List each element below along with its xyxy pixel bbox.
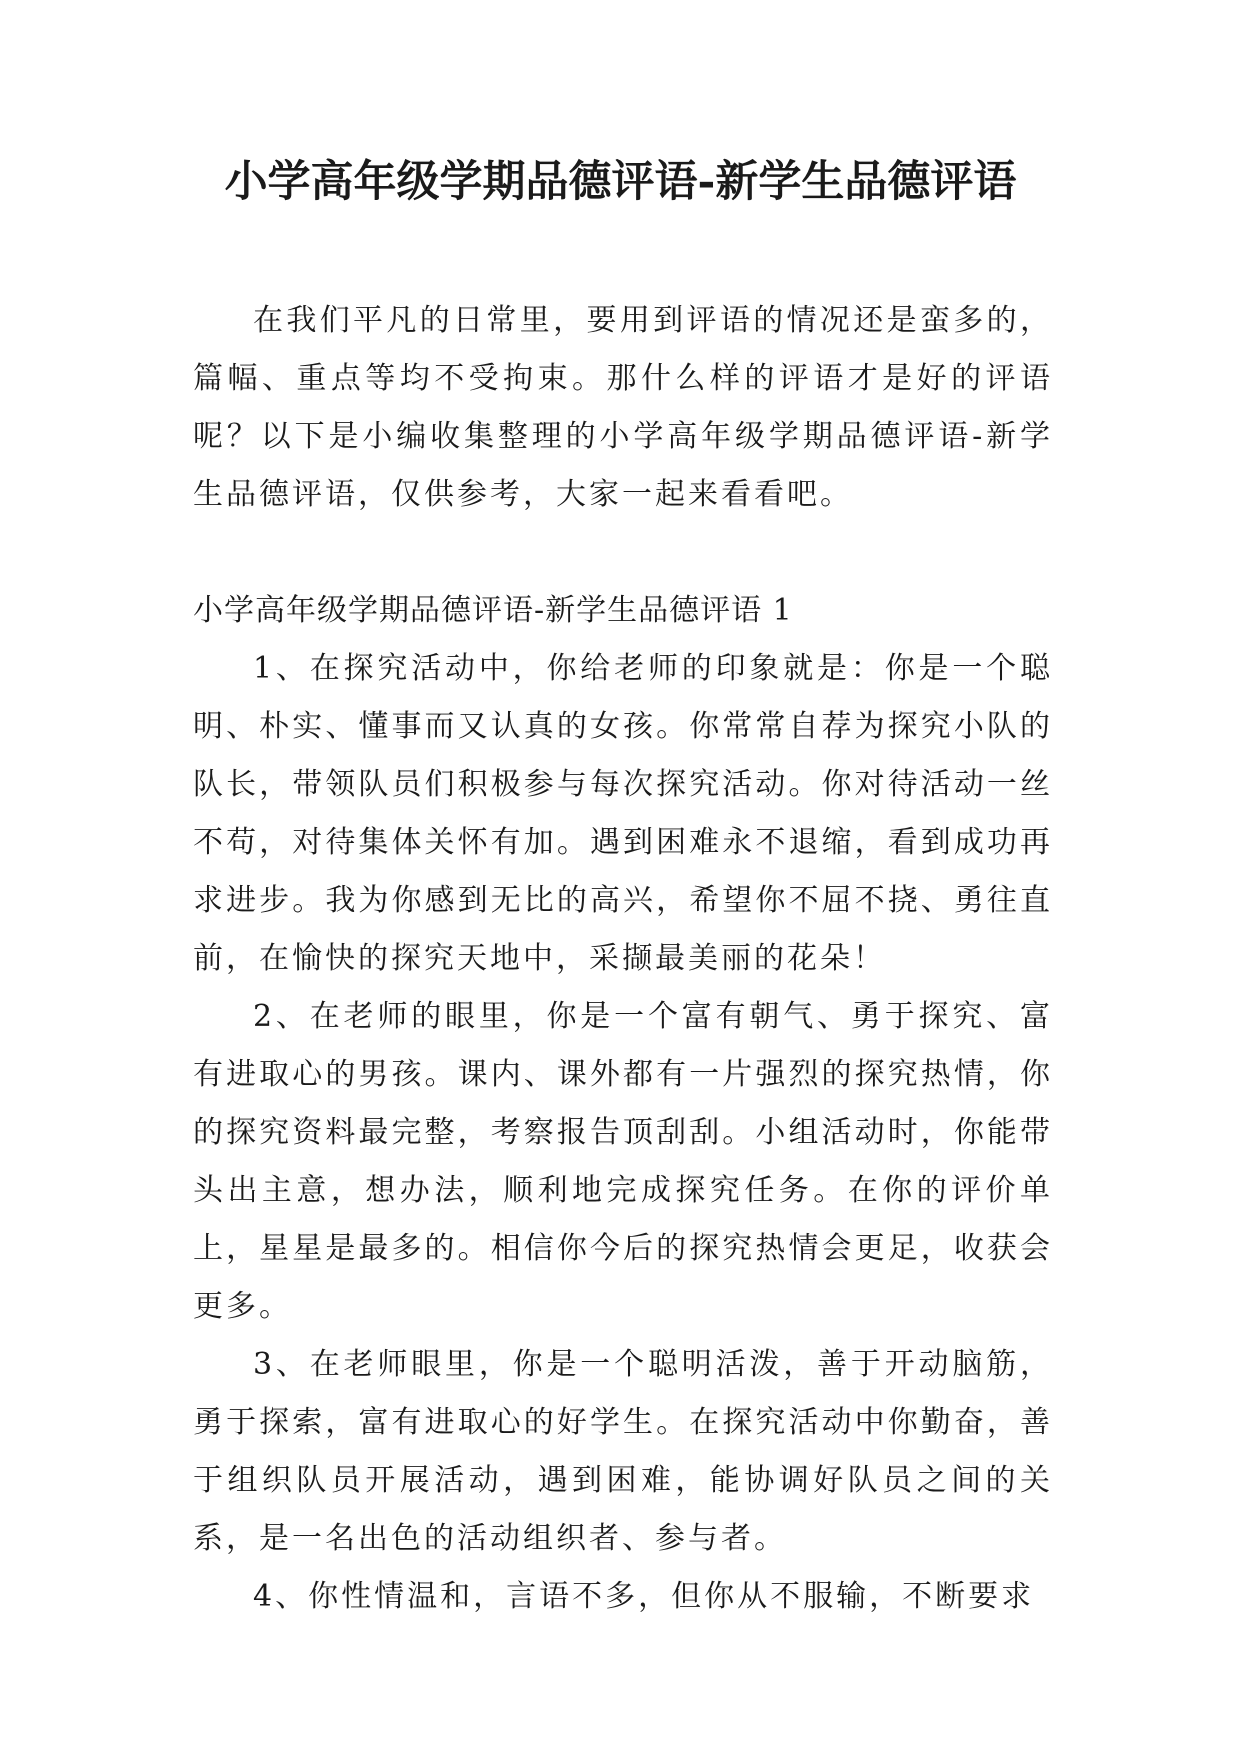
section-heading: 小学高年级学期品德评语-新学生品德评语 1 [193,593,793,628]
page-title: 小学高年级学期品德评语-新学生品德评语 [224,157,1017,207]
document-body [193,292,1053,1626]
comment-paragraph-2: 2、在老师的眼里，你是一个富有朝气、勇于探究、富有进取心的男孩。课内、课外都有一片强烈的探究热情，你的探究资料最完整，考察报告顶刮刮。小组活动时，你能带头出主意，想办法，顺利地完成探究任务。在你的评价单上，星星是最多的。相信你今后的探究热情会更足，收获会更多。 [193,999,1053,1324]
intro-paragraph: 在我们平凡的日常里，要用到评语的情况还是蛮多的，篇幅、重点等均不受拘束。那什么样的评语才是好的评语呢？以下是小编收集整理的小学高年级学期品德评语-新学生品德评语，仅供参考，大家一起来看看吧。 [193,303,1053,512]
comment-paragraph-3: 3、在老师眼里，你是一个聪明活泼，善于开动脑筋，勇于探索，富有进取心的好学生。在探究活动中你勤奋，善于组织队员开展活动，遇到困难，能协调好队员之间的关系，是一名出色的活动组织者、参与者。 [193,1347,1053,1556]
comment-paragraph-4: 4、你性情温和，言语不多，但你从不服输，不断要求 [253,1579,1035,1614]
comment-paragraph-1: 1、在探究活动中，你给老师的印象就是：你是一个聪明、朴实、懂事而又认真的女孩。你常常自荐为探究小队的队长，带领队员们积极参与每次探究活动。你对待活动一丝不苟，对待集体关怀有加。遇到困难永不退缩，看到成功再求进步。我为你感到无比的高兴，希望你不屈不挠、勇往直前，在愉快的探究天地中，采撷最美丽的花朵！ [193,651,1053,976]
